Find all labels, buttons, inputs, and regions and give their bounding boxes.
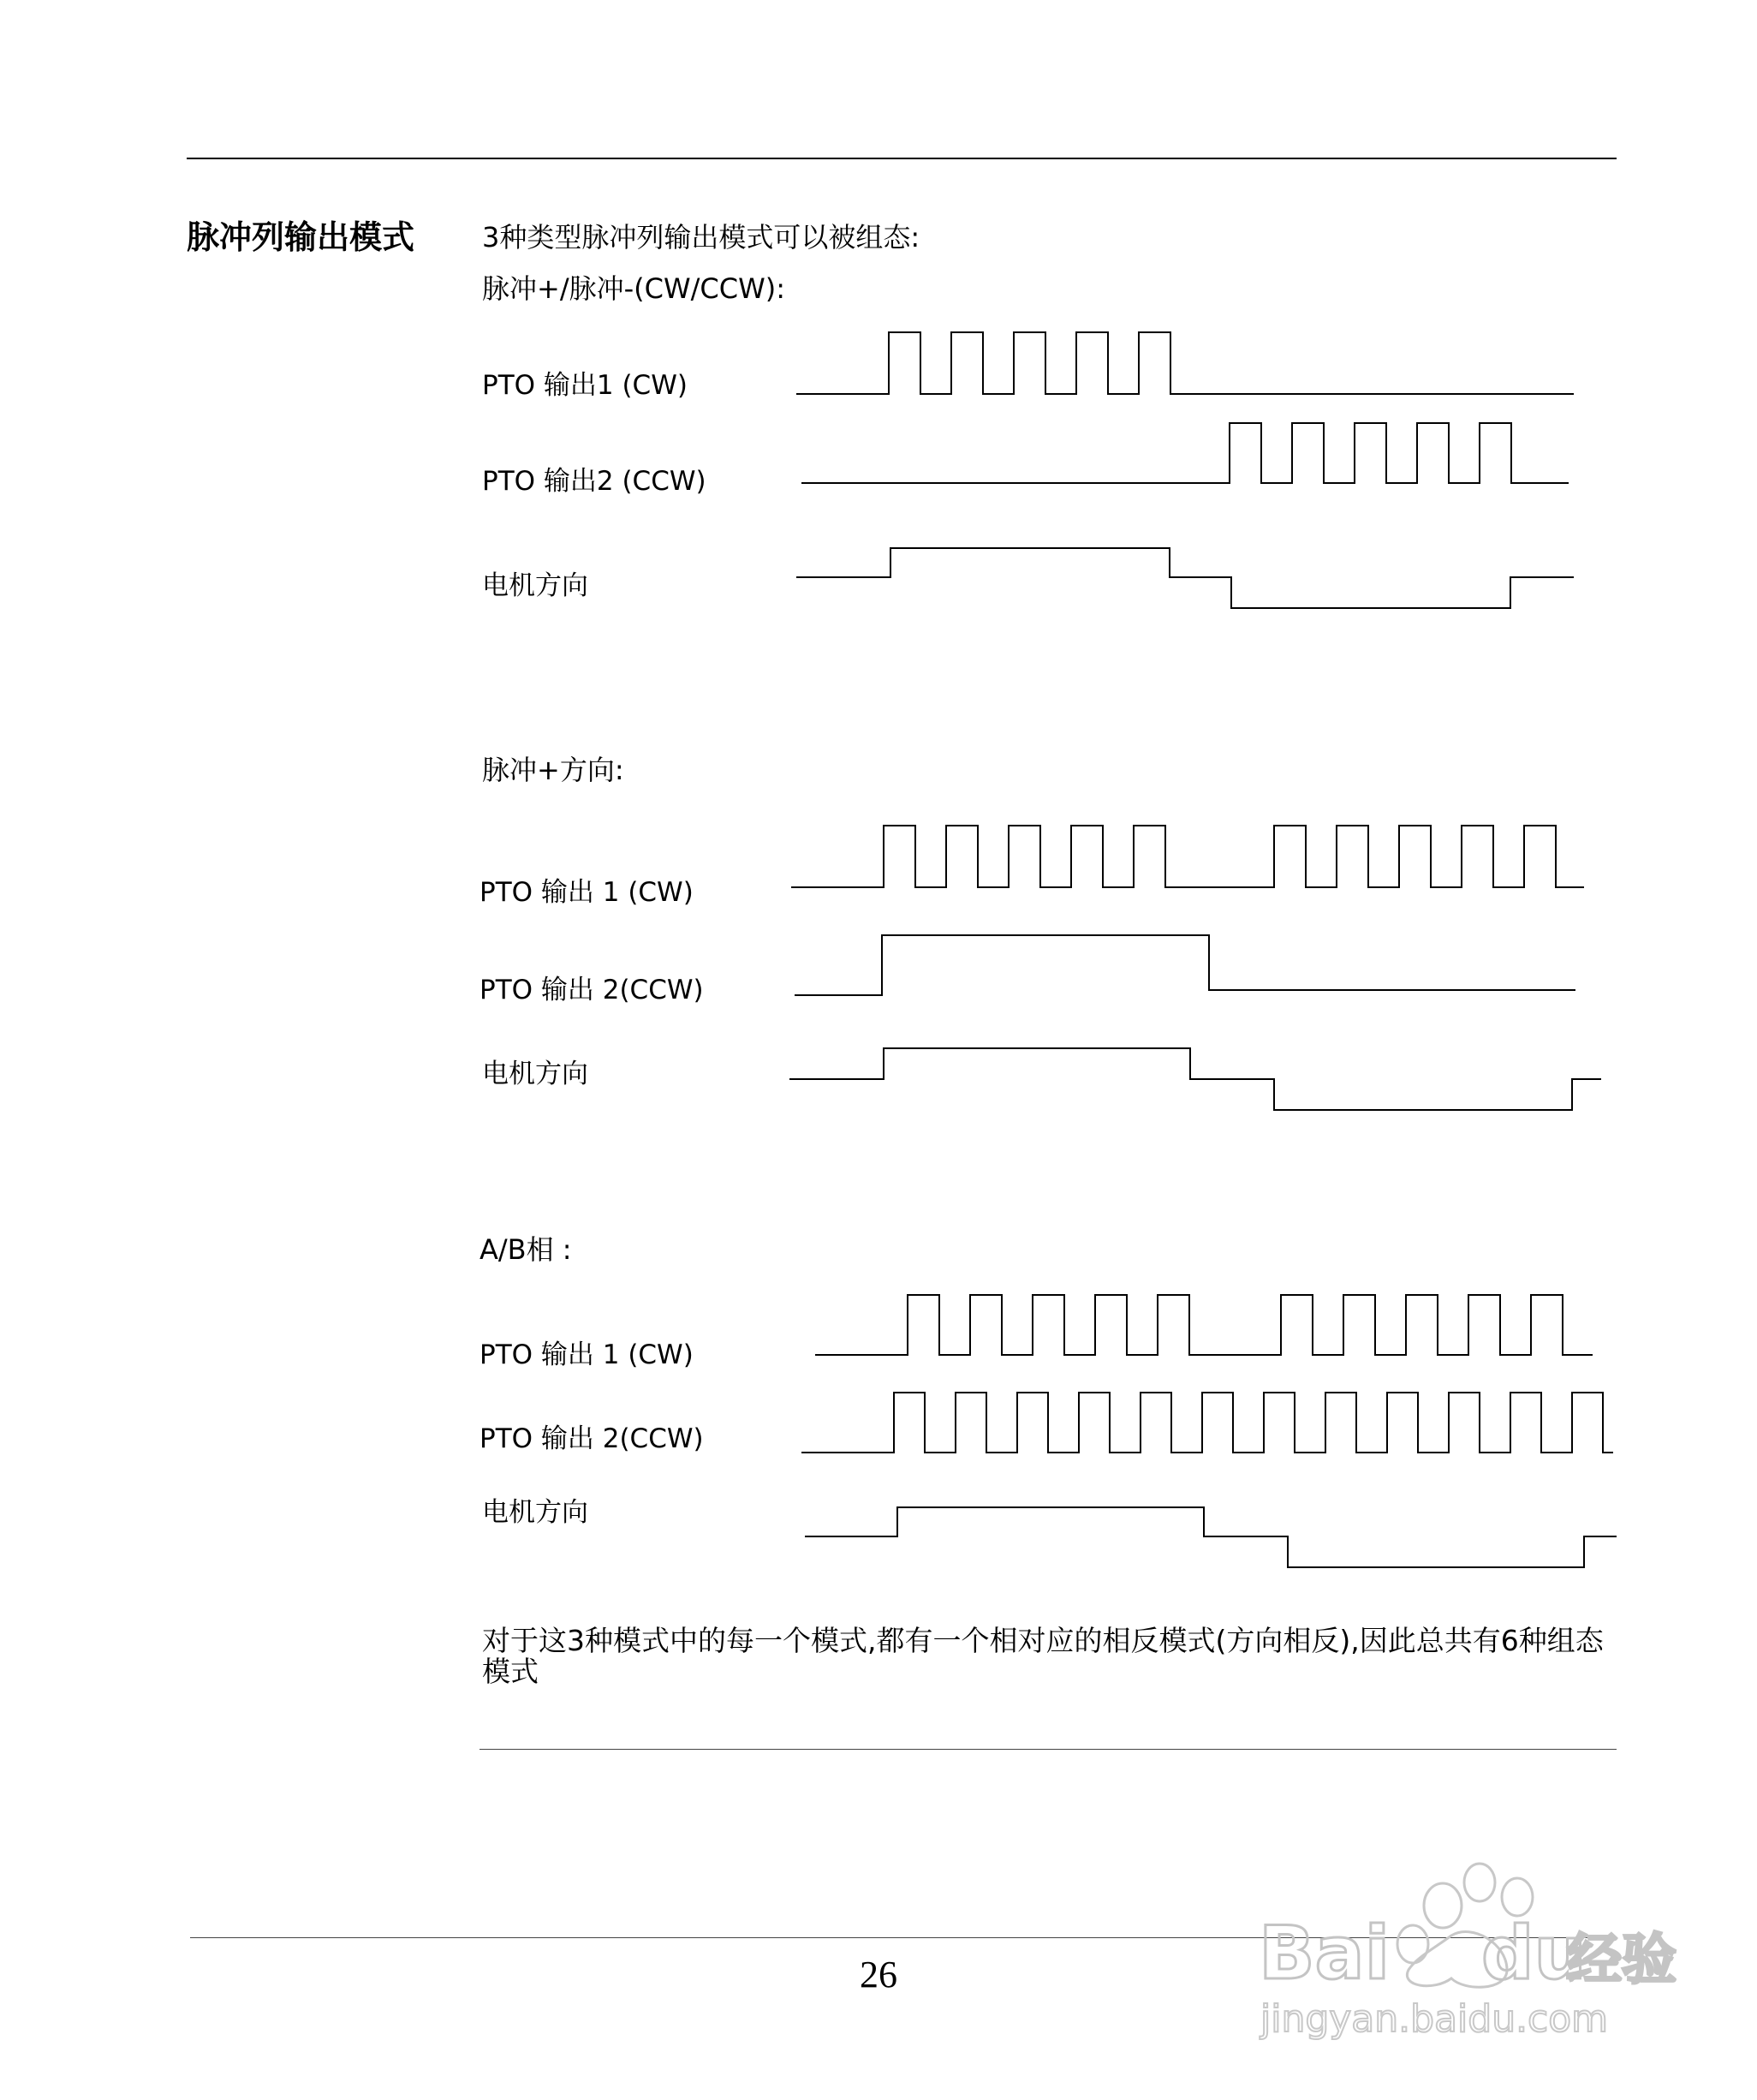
- mode1-ccw-waveform: [801, 423, 1569, 483]
- mode2-label-ccw: PTO 输出 2(CCW): [479, 975, 704, 1005]
- mode1-cw-waveform: [796, 332, 1574, 394]
- mode2-label-direction: 电机方向: [482, 1059, 588, 1089]
- page-number: 26: [860, 1954, 897, 1996]
- svg-text:Bai: Bai: [1259, 1911, 1391, 1996]
- mode1-label-cw: PTO 输出1 (CW): [482, 370, 688, 401]
- mode3-b-waveform: [801, 1393, 1613, 1453]
- intro-text: 3种类型脉冲列输出模式可以被组态:: [482, 221, 920, 254]
- mode3-title: A/B相 :: [479, 1233, 572, 1266]
- mode2-cw-waveform: [791, 826, 1584, 887]
- mode1-direction-waveform: [796, 548, 1574, 608]
- svg-text:经验: 经验: [1567, 1929, 1677, 1992]
- mode3-label-direction: 电机方向: [482, 1497, 588, 1528]
- mode2-label-cw: PTO 输出 1 (CW): [479, 877, 694, 908]
- mode3-a-waveform: [815, 1295, 1593, 1355]
- mode3-label-cw: PTO 输出 1 (CW): [479, 1339, 694, 1370]
- mode3-direction-waveform: [805, 1507, 1617, 1567]
- mode3-label-ccw: PTO 输出 2(CCW): [479, 1423, 704, 1454]
- mode2-direction-waveform: [789, 1048, 1601, 1110]
- mode1-label-ccw: PTO 输出2 (CCW): [482, 466, 706, 497]
- mode2-title: 脉冲+方向:: [482, 754, 624, 786]
- note-paragraph: 对于这3种模式中的每一个模式,都有一个相对应的相反模式(方向相反),因此总共有6种组态模式: [482, 1624, 1604, 1688]
- svg-text:jingyan.baidu.com: jingyan.baidu.com: [1260, 1997, 1609, 2041]
- section-title: 脉冲列输出模式: [187, 218, 415, 256]
- mode1-label-direction: 电机方向: [482, 570, 588, 601]
- mode2-ccw-waveform: [795, 935, 1575, 995]
- svg-text:du: du: [1481, 1911, 1587, 1996]
- baidu-watermark-logo: [1250, 1850, 1678, 2047]
- mode1-title: 脉冲+/脉冲-(CW/CCW):: [482, 272, 785, 305]
